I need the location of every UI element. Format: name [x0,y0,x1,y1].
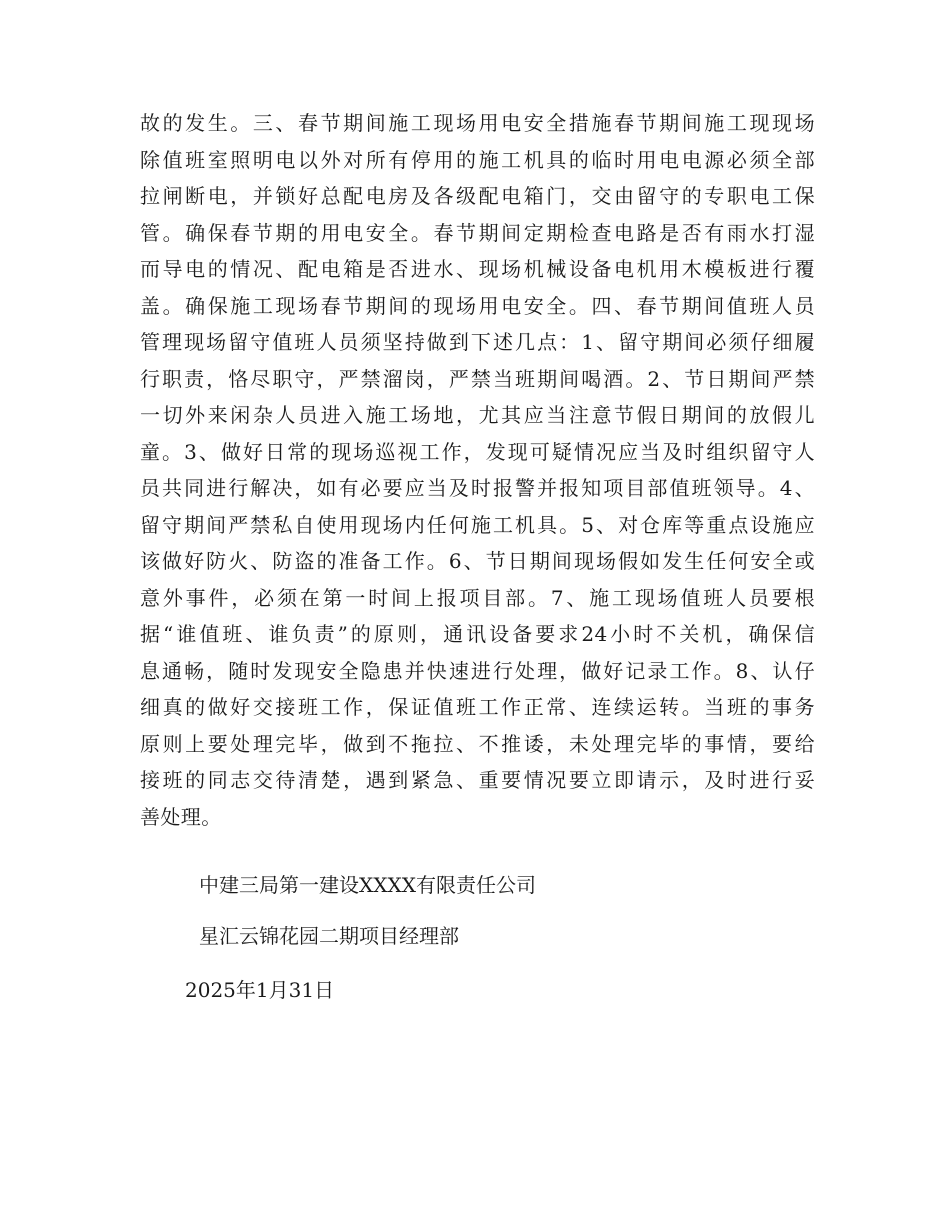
signature-department: 星汇云锦花园二期项目经理部 [199,924,459,948]
signature-company: 中建三局第一建设XXXX有限责任公司 [199,873,536,897]
body-line: 意外事件，必须在第一时间上报项目部。7、施工现场值班人员要根 [140,585,815,610]
body-line: 管。确保春节期的用电安全。春节期间定期检查电路是否有雨水打湿 [140,220,815,245]
body-line: 留守期间严禁私自使用现场内任何施工机具。5、对仓库等重点设施应 [140,512,815,537]
body-line: 细真的做好交接班工作，保证值班工作正常、连续运转。当班的事务 [140,695,815,719]
body-line: 员共同进行解决，如有必要应当及时报警并报知项目部值班领导。4、 [140,476,815,500]
body-line: 息通畅，随时发现安全隐患并快速进行处理，做好记录工作。8、认仔 [140,658,815,683]
body-line: 原则上要处理完毕，做到不拖拉、不推诿，未处理完毕的事情，要给 [140,731,815,756]
body-line: 故的发生。三、春节期间施工现场用电安全措施春节期间施工现现场 [140,111,815,135]
body-line: 该做好防火、防盗的准备工作。6、节日期间现场假如发生任何安全或 [140,549,815,573]
body-line: 行职责，恪尽职守，严禁溜岗，严禁当班期间喝酒。2、节日期间严禁 [140,366,815,391]
body-line: 童。3、做好日常的现场巡视工作，发现可疑情况应当及时组织留守人 [140,439,815,464]
body-line: 管理现场留守值班人员须坚持做到下述几点：1、留守期间必须仔细履 [140,330,815,354]
body-line: 据“谁值班、谁负责”的原则，通讯设备要求24小时不关机，确保信 [140,622,815,646]
body-line: 盖。确保施工现场春节期间的现场用电安全。四、春节期间值班人员 [140,293,815,318]
body-line: 接班的同志交待清楚，遇到紧急、重要情况要立即请示，及时进行妥 [140,768,815,792]
body-line: 善处理。 [140,804,222,829]
body-line: 一切外来闲杂人员进入施工场地，尤其应当注意节假日期间的放假儿 [140,403,815,427]
body-line: 拉闸断电，并锁好总配电房及各级配电箱门，交由留守的专职电工保 [140,184,815,208]
body-line: 而导电的情况、配电箱是否进水、现场机械设备电机用木模板进行覆 [140,257,815,281]
signature-date: 2025年1月31日 [185,978,335,1002]
body-line: 除值班室照明电以外对所有停用的施工机具的临时用电电源必须全部 [140,147,815,172]
body-paragraph [140,105,815,835]
